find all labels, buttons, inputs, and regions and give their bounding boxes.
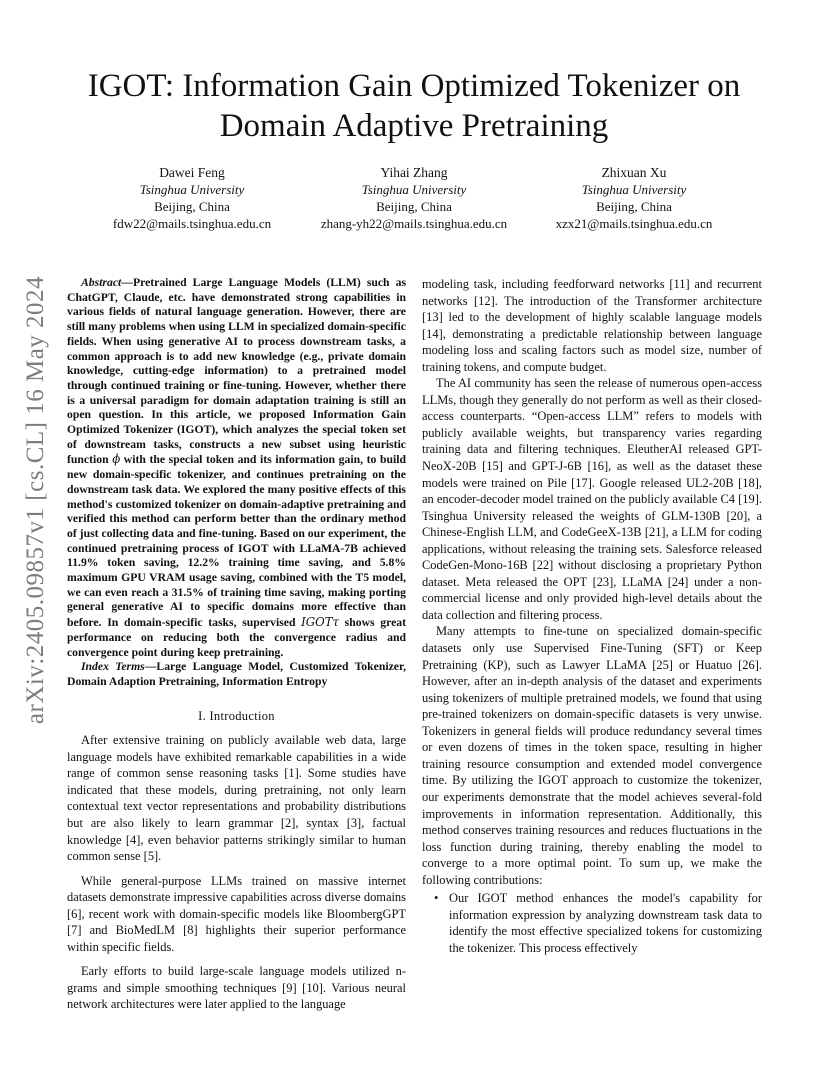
- phi-symbol: ϕ: [112, 452, 121, 467]
- intro-paragraph-3: Early efforts to build large-scale language models utilized n-grams and simple smoothing techniques [9] [10]. Various neural network architectures were later applied to the language: [67, 964, 406, 1012]
- author-location: Beijing, China: [376, 199, 452, 214]
- author-location: Beijing, China: [154, 199, 230, 214]
- left-column: [67, 276, 406, 1013]
- abstract-lead: Abstract: [81, 276, 122, 289]
- paper-title: IGOT: Information Gain Optimized Tokenizer on Domain Adaptive Pretraining: [87, 68, 741, 144]
- abstract-text-cont: with the special token and its information gain, to build new domain-specific tokenizer, and continues pretraining on the downstream task data. We explored the many positive effects of this method's customized tokenizer on domain-adaptive pretraining and verified this method can perform better than the ordinary method of just collecting data and fine-tuning. Based on our experiment, the continued pretraining process of IGOT with LLaMA-7B achieved 11.9% token saving, 12.2% training time saving, and 5.8% maximum GPU VRAM usage saving, combined with the T5 model, we can even reach a 31.5% of training time saving, making porting general generative AI to specific domains more effective than before. In domain-specific tasks, supervised: [67, 453, 406, 630]
- author-email: zhang-yh22@mails.tsinghua.edu.cn: [320, 216, 508, 231]
- abstract-text: —Pretrained Large Language Models (LLM) such as ChatGPT, Claude, etc. have demonstrated strong capabilities in various fields of natural language generation. However, there are still many problems when using LLM in specialized domain-specific fields. When using generative AI to process downstream tasks, a common approach is to add new knowledge (e.g., private domain knowledge, cutting-edge information) to a pretrained model through continued training or fine-tuning. However, whether there is a universal paradigm for domain adaptation training is still an open question. In this article, we proposed Information Gain Optimized Tokenizer (IGOT), which analyzes the special token set of downstream tasks, constructs a new subset using heuristic function: [67, 276, 406, 467]
- author-affiliation: Tsinghua University: [581, 182, 687, 197]
- index-terms-lead: Index Terms: [81, 660, 145, 674]
- author-name: Yihai Zhang: [380, 165, 448, 180]
- index-terms-text: —Large Language Model, Customized Tokenizer, Domain Adaption Pretraining, Information Entropy: [67, 660, 406, 688]
- arxiv-identifier: arXiv:2405.09857v1 [cs.CL] 16 May 2024: [22, 275, 49, 725]
- intro-paragraph-finetune: Many attempts to fine-tune on specialized domain-specific datasets only use Supervised Fine-Tuning (SFT) or Keep Pretraining (KP), such as Lawyer LLaMA [25] or Huatuo [26]. However, after an in-depth analysis of the dataset and experiments using tokenizers of multiple pretrained models, we found that using pre-trained tokenizers on domain-specific datasets is very unwise. Tokenizers in general fields will produce redundancy several times or even dozens of times in the token space, resulting in higher training resource consumption and extended model convergence time. By utilizing the IGOT approach to customize the tokenizer, our experiments demonstrate that the model achieves several-fold improvements in information representation. Additionally, this method conserves training resources and reduces fluctuations in the loss function during training, thereby enabling the model to converge to a more optimal point. To sum up, we make the following contributions:: [422, 624, 762, 887]
- author-name: Dawei Feng: [159, 165, 225, 180]
- index-terms: [67, 660, 406, 689]
- author-3: [504, 164, 764, 232]
- arxiv-watermark: [18, 270, 54, 730]
- right-column: [422, 276, 762, 956]
- intro-paragraph-open-access: The AI community has seen the release of numerous open-access LLMs, though they generally do not perform as well as their closed-access counterparts. “Open-access LLM” refers to models with publicly available weights, but transparency varies regarding training data and filtering techniques. EleutherAI released GPT-NeoX-20B [15] and GPT-J-6B [16], as well as the dataset these models were trained on Pile [17]. Google released UL2-20B [18], an encoder-decoder model trained on the publicly available C4 [19]. Tsinghua University released the weights of GLM-130B [20], a Chinese-English LLM, and CodeGeeX-13B [21], a LLM for coding applications, without releasing the training sets. Salesforce released CodeGen-Mono-16B [22] without disclosing a proprietary Python dataset. Meta released the OPT [23], LLaMA [24] under a non-commercial license and only provided high-level details about the data collection and filtering process.: [422, 376, 762, 622]
- bullet-marker: •: [434, 891, 439, 906]
- author-name: Zhixuan Xu: [601, 165, 667, 180]
- abstract-text-end: shows great performance on reducing both the convergence radius and convergence point during keep pretraining.: [67, 616, 407, 659]
- author-location: Beijing, China: [596, 199, 672, 214]
- author-affiliation: Tsinghua University: [139, 182, 245, 197]
- intro-paragraph-2: While general-purpose LLMs trained on massive internet datasets demonstrate impressive capabilities across diverse domains [6], recent work with domain-specific models like BloombergGPT [7] and BioMedLM [8] highlights their superior performance within specific fields.: [67, 873, 406, 954]
- author-email: xzx21@mails.tsinghua.edu.cn: [555, 216, 713, 231]
- contribution-text: Our IGOT method enhances the model's capability for information expression by analyzing downstream task data to identify the most effective specialized tokens for customizing the tokenizer. This process effectively: [449, 891, 762, 955]
- author-affiliation: Tsinghua University: [361, 182, 467, 197]
- author-block: [0, 164, 828, 244]
- intro-paragraph-1: After extensive training on publicly available web data, large language models have exhibited remarkable capabilities in a wide range of common sense reasoning tasks [1]. Some studies have indicated that these models, during pretraining, not only learn contextual text vector representations and probability distributions but are also likely to learn grammar [2], syntax [3], factual knowledge [4], even behavior patterns strikingly similar to human common sense [5].: [67, 733, 406, 864]
- contribution-item: [422, 890, 762, 956]
- abstract: [67, 276, 406, 660]
- author-email: fdw22@mails.tsinghua.edu.cn: [112, 216, 272, 231]
- igot-tau-symbol: IGOTτ: [301, 615, 339, 630]
- intro-paragraph-continued: modeling task, including feedforward networks [11] and recurrent networks [12]. The introduction of the Transformer architecture [13] led to the development of highly scalable language models [14], demonstrating a predictable relationship between language modeling loss and scaling factors such as model size, number of training tokens, and compute budget.: [422, 277, 762, 374]
- author-1: [62, 164, 322, 232]
- section-heading-introduction: I. Introduction: [198, 708, 275, 723]
